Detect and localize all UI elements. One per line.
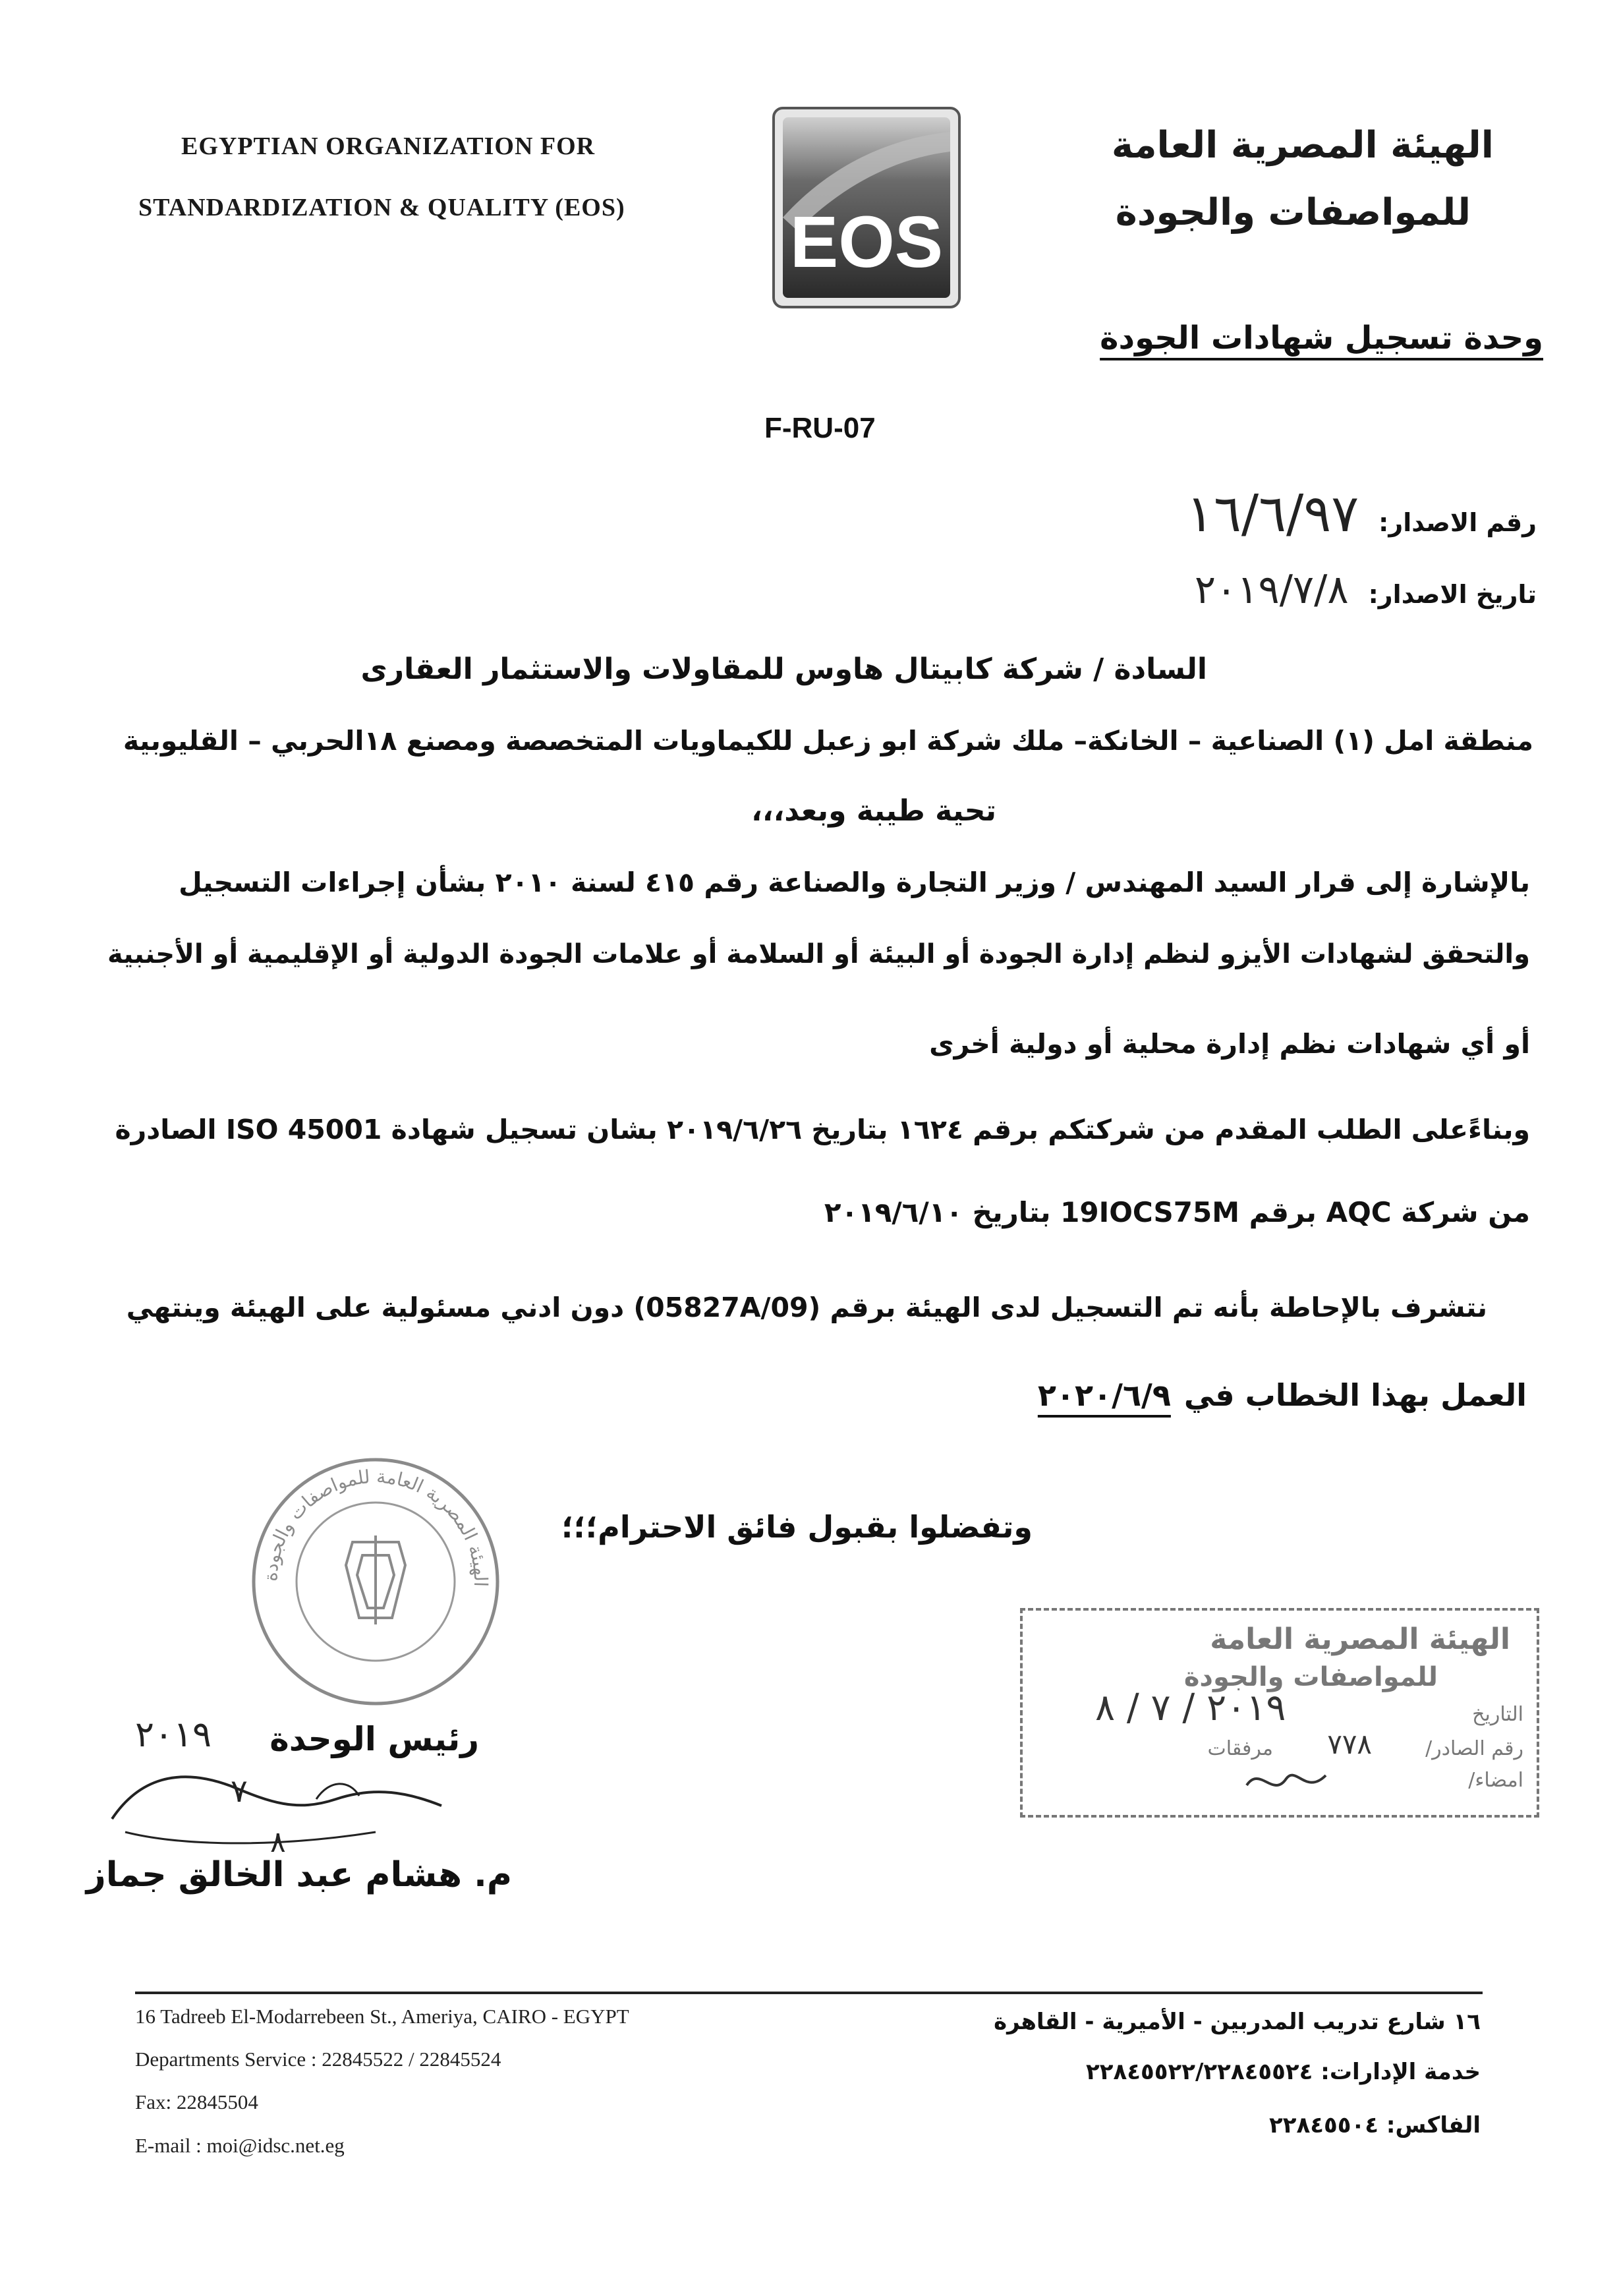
para2-line2: من شركة AQC برقم 19IOCS75M بتاريخ ٢٠١٩/٦/١٠ — [824, 1196, 1530, 1228]
signature-hand-date: ٢٠١٩ — [135, 1713, 212, 1755]
org-name-ar-line1: الهيئة المصرية العامة — [1111, 124, 1494, 167]
seal-text: الهيئة المصرية العامة للمواصفات والجودة — [259, 1465, 492, 1588]
stamp-outgoing-value: ٧٧٨ — [1327, 1728, 1372, 1760]
stamp-initials-icon — [1240, 1759, 1332, 1805]
issue-number-label: رقم الاصدار: — [1378, 508, 1537, 537]
stamp-date-label: التاريخ — [1472, 1703, 1523, 1726]
eos-logo — [771, 105, 962, 310]
logo-text: EOS — [789, 202, 944, 283]
para1-line3: أو أي شهادات نظم إدارة محلية أو دولية أخرى — [929, 1028, 1530, 1060]
footer-rule — [135, 1992, 1483, 1994]
greeting: تحية طيبة وبعد،،، — [751, 794, 996, 828]
footer-email-en[interactable]: E-mail : moi@idsc.net.eg — [135, 2134, 345, 2157]
eagle-emblem-icon — [346, 1535, 405, 1624]
para3-line1: نتشرف بالإحاطة بأنه تم التسجيل لدى الهيئة برقم (05827A/09) دون ادني مسئولية على الهيئة وينتهي — [126, 1292, 1487, 1323]
issue-date-label: تاريخ الاصدار: — [1368, 580, 1537, 609]
signature-title: رئيس الوحدة — [270, 1720, 479, 1758]
para3-line2 — [1038, 1377, 1527, 1413]
stamp-date-value: ٢٠١٩ / ٧ / ٨ — [1095, 1686, 1286, 1729]
closing: وتفضلوا بقبول فائق الاحترام؛؛؛ — [561, 1509, 1033, 1545]
footer-fax-ar: الفاكس: ٢٢٨٤٥٥٠٤ — [1269, 2112, 1481, 2138]
recipient: السادة / شركة كابيتال هاوس للمقاولات والاستثمار العقارى — [360, 652, 1207, 686]
stamp-attachments-label: مرفقات — [1207, 1737, 1273, 1760]
para1-line2: والتحقق لشهادات الأيزو لنظم إدارة الجودة أو البيئة أو السلامة أو علامات الجودة الدولية أو الإقليمية أو الأجنبية — [107, 939, 1530, 969]
stamp-line2: للمواصفات والجودة — [1183, 1662, 1438, 1692]
stamp-outgoing-label: رقم الصادر/ — [1425, 1737, 1523, 1760]
org-name-en-line2: STANDARDIZATION & QUALITY (EOS) — [138, 194, 625, 221]
signature-mark-8: ٨ — [270, 1825, 286, 1859]
validity-date: ٢٠٢٠/٦/٩ — [1037, 1377, 1171, 1413]
footer-fax-en: Fax: 22845504 — [135, 2090, 258, 2113]
signature-mark-7: ٧ — [231, 1773, 248, 1810]
stamp-line1: الهيئة المصرية العامة — [1210, 1622, 1510, 1656]
round-seal — [244, 1450, 507, 1713]
para1-line1: بالإشارة إلى قرار السيد المهندس / وزير التجارة والصناعة رقم ٤١٥ لسنة ٢٠١٠ بشأن إجراءات التسجيل — [179, 867, 1530, 898]
para2-line1: وبناءًعلى الطلب المقدم من شركتكم برقم ١٦٢٤ بتاريخ ٢٠١٩/٦/٢٦ بشان تسجيل شهادة ISO 45001 الصادرة — [115, 1114, 1530, 1145]
footer-departments-en: Departments Service : 22845522 / 22845524 — [135, 2048, 501, 2071]
stamp-signature-label: امضاء/ — [1468, 1769, 1523, 1792]
recipient-address: منطقة امل (١) الصناعية – الخانكة– ملك شركة ابو زعبل للكيماويات المتخصصة ومصنع ١٨الحربي – القليوبية — [123, 725, 1533, 757]
signatory-name: م. هشام عبد الخالق جماز — [86, 1855, 512, 1895]
issue-date-row — [878, 567, 1537, 613]
unit-title: وحدة تسجيل شهادات الجودة — [1100, 320, 1543, 357]
validity-text: العمل بهذا الخطاب في — [1183, 1377, 1527, 1413]
org-name-ar-line2: للمواصفات والجودة — [1115, 191, 1471, 234]
footer-address-en: 16 Tadreeb El-Modarrebeen St., Ameriya, CAIRO - EGYPT — [135, 2005, 629, 2028]
issue-number-row — [878, 484, 1537, 544]
outgoing-stamp — [1020, 1608, 1539, 1818]
org-name-en-line1: EGYPTIAN ORGANIZATION FOR — [181, 132, 596, 160]
footer-departments-ar: خدمة الإدارات: ٢٢٨٤٥٥٢٢/٢٢٨٤٥٥٢٤ — [1085, 2059, 1481, 2085]
footer-address-ar: ١٦ شارع تدريب المدربين - الأميرية - القاهرة — [994, 2009, 1481, 2035]
issue-date-value: ٢٠١٩/٧/٨ — [1194, 567, 1349, 613]
issue-number-value: ١٦/٦/٩٧ — [1186, 484, 1359, 544]
form-code: F-RU-07 — [764, 412, 876, 444]
